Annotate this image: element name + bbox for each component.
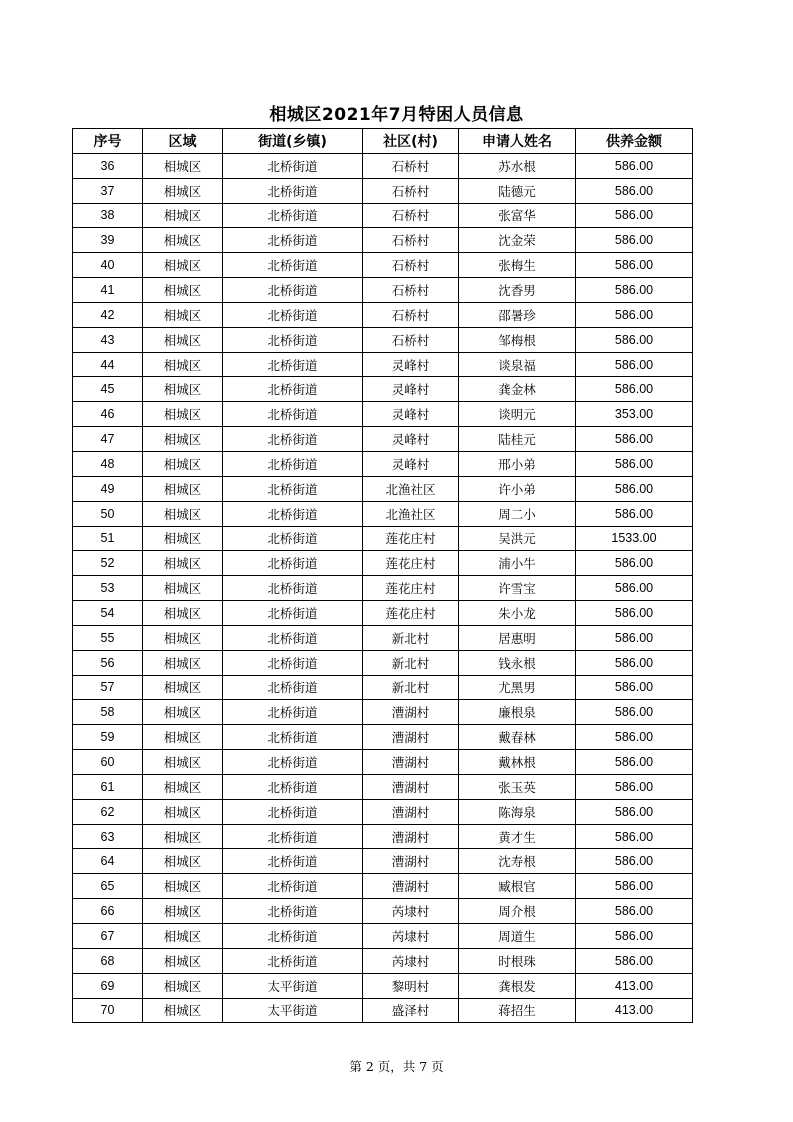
- support-amount-cell: 586.00: [576, 576, 693, 601]
- applicant-name-cell: 沈寿根: [459, 849, 576, 874]
- support-amount-cell: 586.00: [576, 650, 693, 675]
- table-row: [73, 774, 693, 799]
- applicant-name-cell: 周介根: [459, 899, 576, 924]
- support-amount-cell: 586.00: [576, 948, 693, 973]
- personnel-table: [72, 128, 693, 1023]
- support-amount-cell: 586.00: [576, 849, 693, 874]
- serial-cell: 39: [73, 228, 143, 253]
- street-cell: 北桥街道: [223, 253, 363, 278]
- district-cell: 相城区: [143, 799, 223, 824]
- serial-cell: 66: [73, 899, 143, 924]
- street-cell: 北桥街道: [223, 948, 363, 973]
- table-row: [73, 874, 693, 899]
- serial-cell: 48: [73, 451, 143, 476]
- district-cell: 相城区: [143, 377, 223, 402]
- community-cell: 漕湖村: [363, 799, 459, 824]
- page-title: 相城区2021年7月特困人员信息: [269, 105, 524, 125]
- serial-cell: 67: [73, 924, 143, 949]
- community-cell: 漕湖村: [363, 874, 459, 899]
- applicant-name-cell: 陆德元: [459, 178, 576, 203]
- district-cell: 相城区: [143, 948, 223, 973]
- support-amount-cell: 586.00: [576, 178, 693, 203]
- district-cell: 相城区: [143, 973, 223, 998]
- street-cell: 北桥街道: [223, 874, 363, 899]
- applicant-name-cell: 廉根泉: [459, 700, 576, 725]
- community-cell: 黎明村: [363, 973, 459, 998]
- community-cell: 石桥村: [363, 278, 459, 303]
- table-row: [73, 601, 693, 626]
- support-amount-cell: 586.00: [576, 551, 693, 576]
- street-cell: 北桥街道: [223, 799, 363, 824]
- district-cell: 相城区: [143, 675, 223, 700]
- street-cell: 北桥街道: [223, 700, 363, 725]
- support-amount-cell: 586.00: [576, 352, 693, 377]
- serial-cell: 37: [73, 178, 143, 203]
- serial-cell: 43: [73, 327, 143, 352]
- street-cell: 北桥街道: [223, 526, 363, 551]
- serial-cell: 69: [73, 973, 143, 998]
- table-row: [73, 650, 693, 675]
- serial-cell: 40: [73, 253, 143, 278]
- community-cell: 新北村: [363, 650, 459, 675]
- table-row: [73, 799, 693, 824]
- applicant-name-cell: 蒋招生: [459, 998, 576, 1023]
- support-amount-cell: 586.00: [576, 153, 693, 178]
- applicant-name-cell: 居惠明: [459, 625, 576, 650]
- page-footer: 第 2 页，共 7 页: [349, 1059, 444, 1074]
- community-cell: 盛泽村: [363, 998, 459, 1023]
- support-amount-cell: 586.00: [576, 377, 693, 402]
- serial-cell: 56: [73, 650, 143, 675]
- street-cell: 北桥街道: [223, 476, 363, 501]
- street-cell: 北桥街道: [223, 625, 363, 650]
- district-cell: 相城区: [143, 476, 223, 501]
- street-cell: 太平街道: [223, 998, 363, 1023]
- support-amount-cell: 586.00: [576, 824, 693, 849]
- district-cell: 相城区: [143, 352, 223, 377]
- table-row: [73, 203, 693, 228]
- community-cell: 新北村: [363, 625, 459, 650]
- applicant-name-cell: 时根珠: [459, 948, 576, 973]
- table-row: [73, 302, 693, 327]
- table-row: [73, 948, 693, 973]
- serial-cell: 38: [73, 203, 143, 228]
- table-row: [73, 625, 693, 650]
- community-cell: 石桥村: [363, 253, 459, 278]
- table-row: [73, 377, 693, 402]
- street-cell: 北桥街道: [223, 203, 363, 228]
- district-cell: 相城区: [143, 427, 223, 452]
- support-amount-cell: 353.00: [576, 402, 693, 427]
- district-cell: 相城区: [143, 501, 223, 526]
- serial-cell: 60: [73, 750, 143, 775]
- serial-cell: 61: [73, 774, 143, 799]
- applicant-name-cell: 黄才生: [459, 824, 576, 849]
- street-cell: 北桥街道: [223, 750, 363, 775]
- street-cell: 北桥街道: [223, 427, 363, 452]
- serial-cell: 36: [73, 153, 143, 178]
- support-amount-cell: 586.00: [576, 700, 693, 725]
- community-cell: 莲花庄村: [363, 551, 459, 576]
- street-cell: 北桥街道: [223, 451, 363, 476]
- district-cell: 相城区: [143, 551, 223, 576]
- applicant-name-cell: 许小弟: [459, 476, 576, 501]
- district-cell: 相城区: [143, 874, 223, 899]
- support-amount-cell: 586.00: [576, 278, 693, 303]
- support-amount-cell: 586.00: [576, 924, 693, 949]
- applicant-name-cell: 尤黑男: [459, 675, 576, 700]
- header-street: 街道(乡镇): [223, 129, 363, 154]
- street-cell: 北桥街道: [223, 327, 363, 352]
- serial-cell: 53: [73, 576, 143, 601]
- table-row: [73, 849, 693, 874]
- applicant-name-cell: 邹梅根: [459, 327, 576, 352]
- applicant-name-cell: 沈金荣: [459, 228, 576, 253]
- serial-cell: 51: [73, 526, 143, 551]
- district-cell: 相城区: [143, 451, 223, 476]
- table-row: [73, 576, 693, 601]
- community-cell: 石桥村: [363, 228, 459, 253]
- support-amount-cell: 586.00: [576, 675, 693, 700]
- district-cell: 相城区: [143, 824, 223, 849]
- community-cell: 石桥村: [363, 203, 459, 228]
- district-cell: 相城区: [143, 153, 223, 178]
- table-row: [73, 973, 693, 998]
- support-amount-cell: 586.00: [576, 799, 693, 824]
- street-cell: 北桥街道: [223, 278, 363, 303]
- community-cell: 漕湖村: [363, 750, 459, 775]
- header-serial: 序号: [73, 129, 143, 154]
- support-amount-cell: 586.00: [576, 253, 693, 278]
- table-row: [73, 278, 693, 303]
- applicant-name-cell: 苏水根: [459, 153, 576, 178]
- applicant-name-cell: 浦小牛: [459, 551, 576, 576]
- serial-cell: 62: [73, 799, 143, 824]
- support-amount-cell: 586.00: [576, 899, 693, 924]
- community-cell: 莲花庄村: [363, 526, 459, 551]
- support-amount-cell: 586.00: [576, 625, 693, 650]
- district-cell: 相城区: [143, 302, 223, 327]
- support-amount-cell: 586.00: [576, 476, 693, 501]
- street-cell: 北桥街道: [223, 228, 363, 253]
- table-row: [73, 402, 693, 427]
- serial-cell: 70: [73, 998, 143, 1023]
- table-row: [73, 551, 693, 576]
- community-cell: 漕湖村: [363, 725, 459, 750]
- street-cell: 北桥街道: [223, 650, 363, 675]
- applicant-name-cell: 龚根发: [459, 973, 576, 998]
- support-amount-cell: 586.00: [576, 774, 693, 799]
- support-amount-cell: 413.00: [576, 973, 693, 998]
- district-cell: 相城区: [143, 998, 223, 1023]
- community-cell: 石桥村: [363, 178, 459, 203]
- table-row: [73, 501, 693, 526]
- street-cell: 北桥街道: [223, 402, 363, 427]
- community-cell: 新北村: [363, 675, 459, 700]
- district-cell: 相城区: [143, 750, 223, 775]
- table-row: [73, 675, 693, 700]
- community-cell: 莲花庄村: [363, 576, 459, 601]
- district-cell: 相城区: [143, 253, 223, 278]
- community-cell: 灵峰村: [363, 352, 459, 377]
- table-row: [73, 228, 693, 253]
- applicant-name-cell: 陈海泉: [459, 799, 576, 824]
- serial-cell: 52: [73, 551, 143, 576]
- community-cell: 漕湖村: [363, 824, 459, 849]
- district-cell: 相城区: [143, 178, 223, 203]
- support-amount-cell: 586.00: [576, 874, 693, 899]
- serial-cell: 65: [73, 874, 143, 899]
- table-row: [73, 352, 693, 377]
- street-cell: 北桥街道: [223, 302, 363, 327]
- header-row: [73, 129, 693, 154]
- applicant-name-cell: 邢小弟: [459, 451, 576, 476]
- applicant-name-cell: 吴洪元: [459, 526, 576, 551]
- district-cell: 相城区: [143, 402, 223, 427]
- street-cell: 北桥街道: [223, 377, 363, 402]
- support-amount-cell: 586.00: [576, 302, 693, 327]
- district-cell: 相城区: [143, 327, 223, 352]
- applicant-name-cell: 沈香男: [459, 278, 576, 303]
- applicant-name-cell: 周二小: [459, 501, 576, 526]
- street-cell: 北桥街道: [223, 774, 363, 799]
- serial-cell: 54: [73, 601, 143, 626]
- table-row: [73, 327, 693, 352]
- street-cell: 北桥街道: [223, 899, 363, 924]
- community-cell: 芮埭村: [363, 899, 459, 924]
- support-amount-cell: 586.00: [576, 725, 693, 750]
- applicant-name-cell: 张富华: [459, 203, 576, 228]
- applicant-name-cell: 钱永根: [459, 650, 576, 675]
- street-cell: 北桥街道: [223, 675, 363, 700]
- support-amount-cell: 586.00: [576, 451, 693, 476]
- applicant-name-cell: 陆桂元: [459, 427, 576, 452]
- support-amount-cell: 586.00: [576, 327, 693, 352]
- table-body: [73, 153, 693, 1023]
- district-cell: 相城区: [143, 774, 223, 799]
- community-cell: 漕湖村: [363, 774, 459, 799]
- table-row: [73, 451, 693, 476]
- applicant-name-cell: 谈泉福: [459, 352, 576, 377]
- community-cell: 灵峰村: [363, 377, 459, 402]
- table-row: [73, 824, 693, 849]
- applicant-name-cell: 戴春林: [459, 725, 576, 750]
- street-cell: 北桥街道: [223, 153, 363, 178]
- district-cell: 相城区: [143, 849, 223, 874]
- header-support-amount: 供养金额: [576, 129, 693, 154]
- table-row: [73, 427, 693, 452]
- header-district: 区域: [143, 129, 223, 154]
- table-row: [73, 700, 693, 725]
- serial-cell: 57: [73, 675, 143, 700]
- street-cell: 北桥街道: [223, 601, 363, 626]
- district-cell: 相城区: [143, 601, 223, 626]
- community-cell: 灵峰村: [363, 451, 459, 476]
- serial-cell: 63: [73, 824, 143, 849]
- serial-cell: 50: [73, 501, 143, 526]
- applicant-name-cell: 臧根官: [459, 874, 576, 899]
- table-row: [73, 153, 693, 178]
- support-amount-cell: 586.00: [576, 228, 693, 253]
- support-amount-cell: 413.00: [576, 998, 693, 1023]
- community-cell: 莲花庄村: [363, 601, 459, 626]
- street-cell: 北桥街道: [223, 501, 363, 526]
- community-cell: 灵峰村: [363, 427, 459, 452]
- applicant-name-cell: 张玉英: [459, 774, 576, 799]
- district-cell: 相城区: [143, 526, 223, 551]
- serial-cell: 46: [73, 402, 143, 427]
- district-cell: 相城区: [143, 725, 223, 750]
- district-cell: 相城区: [143, 700, 223, 725]
- district-cell: 相城区: [143, 899, 223, 924]
- serial-cell: 41: [73, 278, 143, 303]
- community-cell: 石桥村: [363, 327, 459, 352]
- table-row: [73, 750, 693, 775]
- applicant-name-cell: 周道生: [459, 924, 576, 949]
- street-cell: 北桥街道: [223, 924, 363, 949]
- serial-cell: 64: [73, 849, 143, 874]
- table-row: [73, 476, 693, 501]
- serial-cell: 59: [73, 725, 143, 750]
- table-row: [73, 725, 693, 750]
- applicant-name-cell: 龚金林: [459, 377, 576, 402]
- applicant-name-cell: 张梅生: [459, 253, 576, 278]
- support-amount-cell: 586.00: [576, 427, 693, 452]
- table-row: [73, 526, 693, 551]
- street-cell: 北桥街道: [223, 178, 363, 203]
- community-cell: 漕湖村: [363, 849, 459, 874]
- district-cell: 相城区: [143, 924, 223, 949]
- community-cell: 北渔社区: [363, 501, 459, 526]
- street-cell: 北桥街道: [223, 352, 363, 377]
- table-row: [73, 899, 693, 924]
- district-cell: 相城区: [143, 650, 223, 675]
- district-cell: 相城区: [143, 625, 223, 650]
- community-cell: 北渔社区: [363, 476, 459, 501]
- applicant-name-cell: 戴林根: [459, 750, 576, 775]
- serial-cell: 42: [73, 302, 143, 327]
- street-cell: 北桥街道: [223, 576, 363, 601]
- serial-cell: 47: [73, 427, 143, 452]
- community-cell: 芮埭村: [363, 924, 459, 949]
- serial-cell: 45: [73, 377, 143, 402]
- table-row: [73, 178, 693, 203]
- table-row: [73, 253, 693, 278]
- street-cell: 北桥街道: [223, 849, 363, 874]
- support-amount-cell: 1533.00: [576, 526, 693, 551]
- street-cell: 北桥街道: [223, 824, 363, 849]
- community-cell: 芮埭村: [363, 948, 459, 973]
- table-header: [73, 129, 693, 154]
- serial-cell: 55: [73, 625, 143, 650]
- community-cell: 漕湖村: [363, 700, 459, 725]
- header-applicant-name: 申请人姓名: [459, 129, 576, 154]
- district-cell: 相城区: [143, 278, 223, 303]
- community-cell: 灵峰村: [363, 402, 459, 427]
- district-cell: 相城区: [143, 576, 223, 601]
- applicant-name-cell: 邵暑珍: [459, 302, 576, 327]
- street-cell: 北桥街道: [223, 551, 363, 576]
- community-cell: 石桥村: [363, 153, 459, 178]
- serial-cell: 44: [73, 352, 143, 377]
- serial-cell: 58: [73, 700, 143, 725]
- support-amount-cell: 586.00: [576, 501, 693, 526]
- applicant-name-cell: 谈明元: [459, 402, 576, 427]
- serial-cell: 68: [73, 948, 143, 973]
- table-row: [73, 924, 693, 949]
- street-cell: 太平街道: [223, 973, 363, 998]
- applicant-name-cell: 朱小龙: [459, 601, 576, 626]
- district-cell: 相城区: [143, 228, 223, 253]
- header-community: 社区(村): [363, 129, 459, 154]
- street-cell: 北桥街道: [223, 725, 363, 750]
- support-amount-cell: 586.00: [576, 203, 693, 228]
- serial-cell: 49: [73, 476, 143, 501]
- table-row: [73, 998, 693, 1023]
- support-amount-cell: 586.00: [576, 750, 693, 775]
- district-cell: 相城区: [143, 203, 223, 228]
- community-cell: 石桥村: [363, 302, 459, 327]
- applicant-name-cell: 许雪宝: [459, 576, 576, 601]
- support-amount-cell: 586.00: [576, 601, 693, 626]
